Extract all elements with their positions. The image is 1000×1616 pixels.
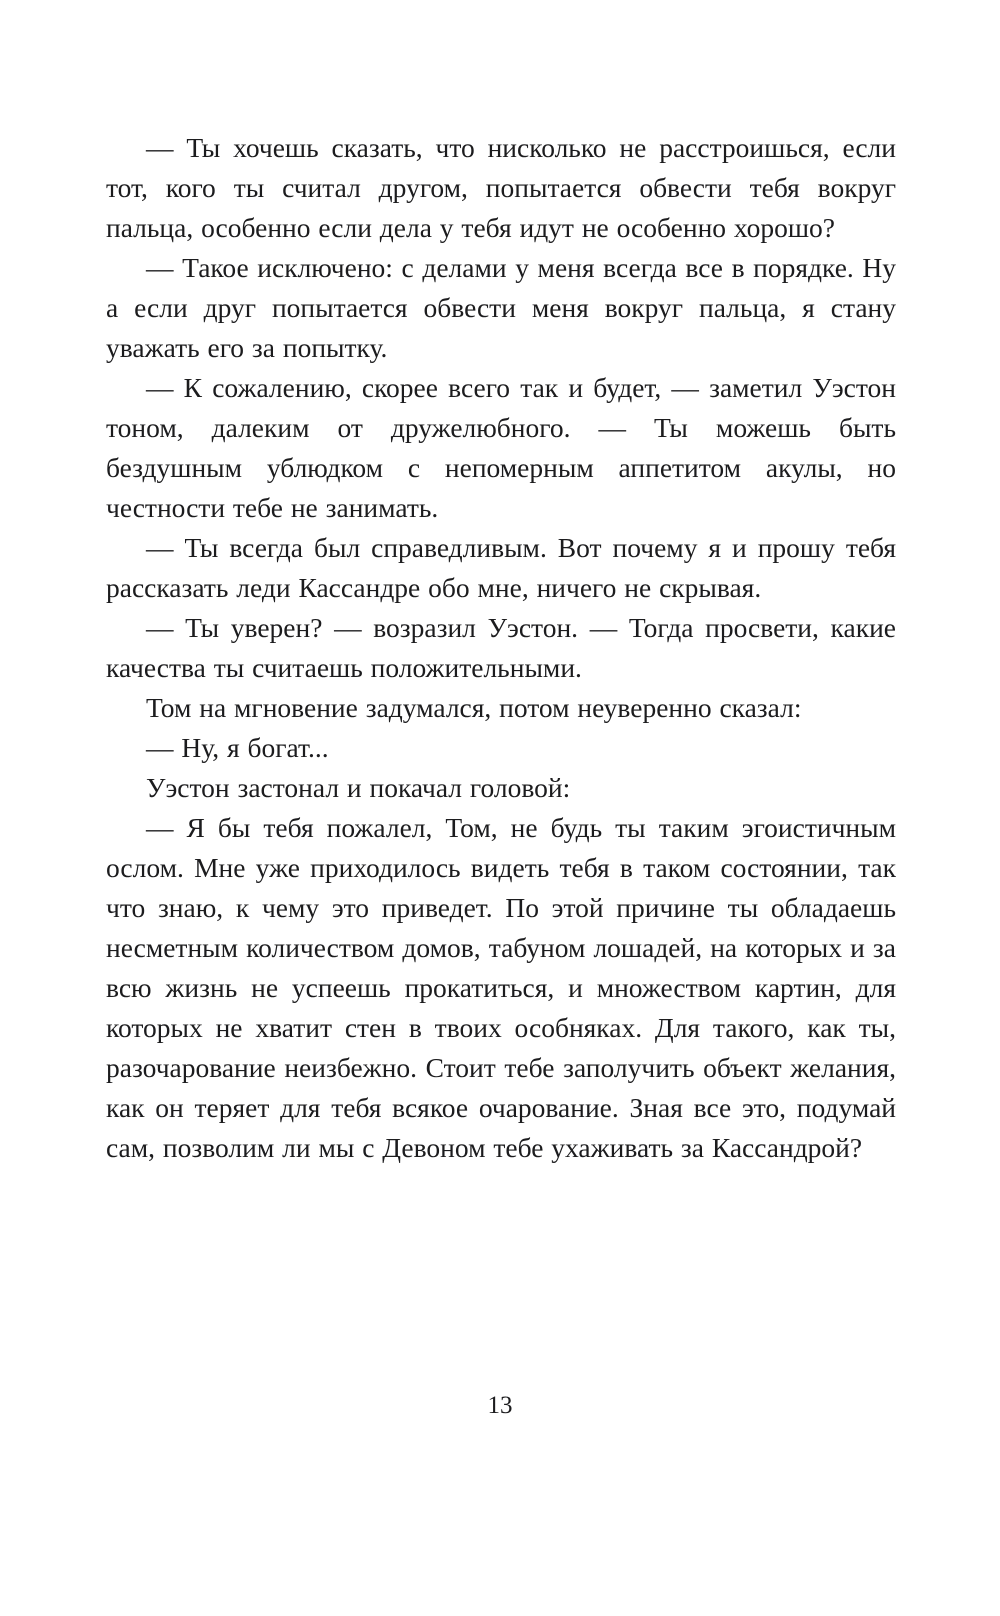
paragraph: Том на мгновение задумался, потом неуверенно сказал: xyxy=(146,692,802,723)
paragraph: Уэстон застонал и покачал головой: xyxy=(146,772,571,803)
page-number: 13 xyxy=(487,1392,513,1419)
paragraph: — Я бы тебя пожалел, Том, не будь ты таким эгоистичным ослом. Мне уже приходилось видеть тебя в таком состоянии, так что знаю, к чему это приведет. По этой причине ты обладаешь несметным количеством домов, табуном лошадей, на которых и за всю жизнь не успеешь прокатиться, и множеством картин, для которых не хватит стен в твоих особняках. Для такого, как ты, разочарование неизбежно. Стоит тебе заполучить объект желания, как он теряет для тебя всякое очарование. Зная все это, подумай сам, позволим ли мы с Девоном тебе ухаживать за Кассандрой? xyxy=(106,812,896,1163)
paragraph: — Ну, я богат... xyxy=(146,732,329,763)
paragraph: — Ты уверен? — возразил Уэстон. — Тогда просвети, какие качества ты считаешь положительными. xyxy=(106,612,896,683)
paragraph: — Ты всегда был справедливым. Вот почему я и прошу тебя рассказать леди Кассандре обо мне, ничего не скрывая. xyxy=(106,532,896,603)
paragraph: — Такое исключено: с делами у меня всегда все в порядке. Ну а если друг попытается обвести меня вокруг пальца, я стану уважать его за попытку. xyxy=(106,252,896,363)
text-block xyxy=(106,128,896,1168)
paragraph: — Ты хочешь сказать, что нисколько не расстроишься, если тот, кого ты считал другом, попытается обвести тебя вокруг пальца, особенно если дела у тебя идут не особенно хорошо? xyxy=(106,132,896,243)
paragraph: — К сожалению, скорее всего так и будет, — заметил Уэстон тоном, далеким от дружелюбного. — Ты можешь быть бездушным ублюдком с непомерным аппетитом акулы, но честности тебе не занимать. xyxy=(106,372,896,523)
